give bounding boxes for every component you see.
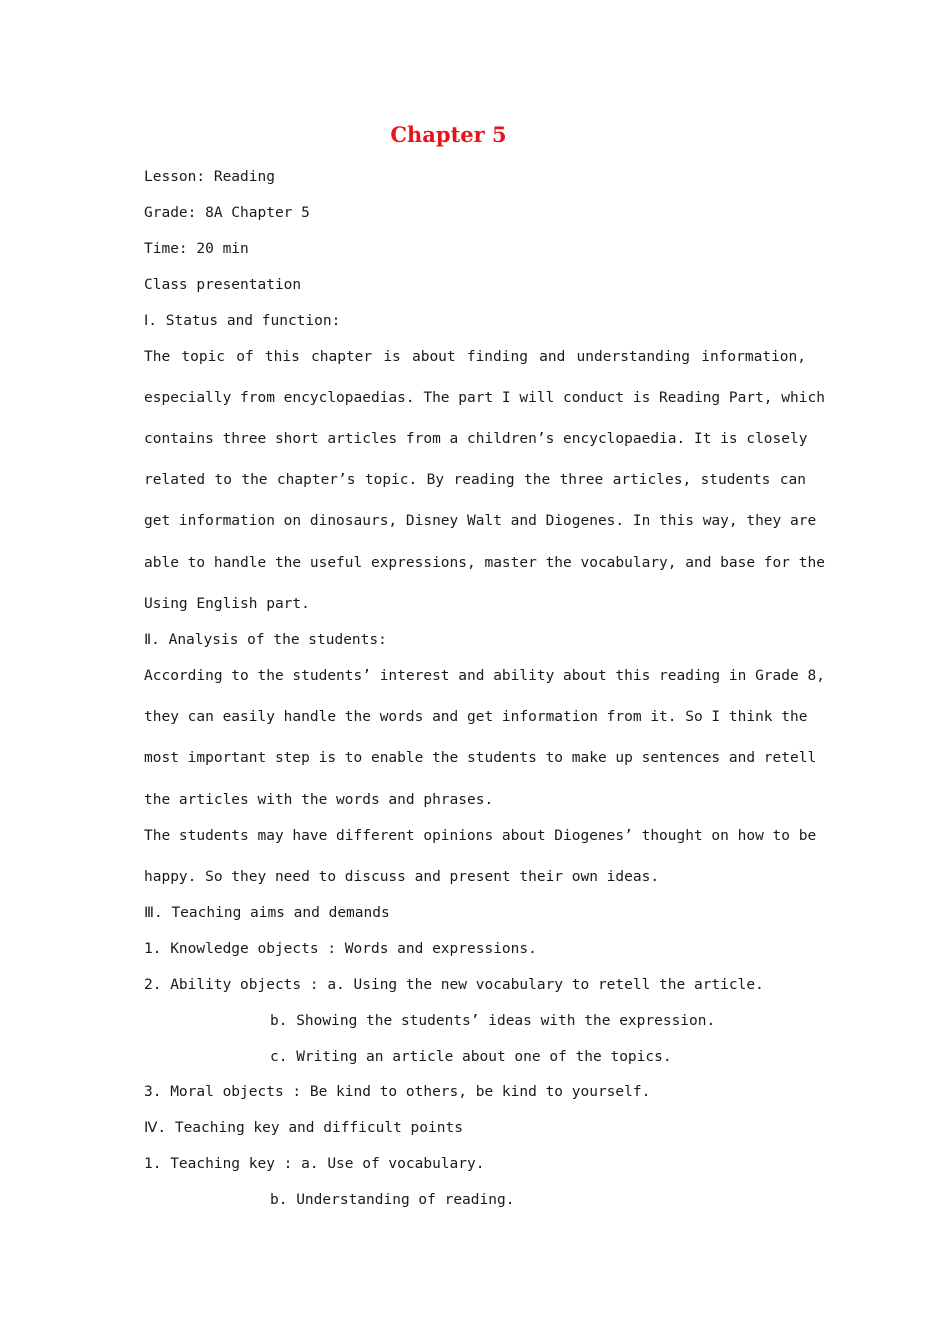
section3-subitem: c. Writing an article about one of the topics. xyxy=(270,1049,672,1065)
section2-paragraph-line: the articles with the words and phrases. xyxy=(144,792,494,808)
time-line: Time: 20 min xyxy=(144,241,249,257)
section1-paragraph-line: get information on dinosaurs, Disney Walt and Diogenes. In this way, they are xyxy=(144,513,817,529)
section2-paragraph-line: they can easily handle the words and get information from it. So I think the xyxy=(144,709,808,725)
section2-paragraph-line: happy. So they need to discuss and present their own ideas. xyxy=(144,869,660,885)
section3-heading: Ⅲ. Teaching aims and demands xyxy=(144,905,390,921)
section3-subitem: b. Showing the students’ ideas with the expression. xyxy=(270,1013,716,1029)
section2-paragraph-line: most important step is to enable the students to make up sentences and retell xyxy=(144,750,817,766)
section2-paragraph-line: According to the students’ interest and ability about this reading in Grade 8, xyxy=(144,668,825,684)
section2-heading: Ⅱ. Analysis of the students: xyxy=(144,632,387,648)
grade-line: Grade: 8A Chapter 5 xyxy=(144,205,310,221)
section1-paragraph-line: especially from encyclopaedias. The part I will conduct is Reading Part, which xyxy=(144,390,825,406)
section1-paragraph-line: contains three short articles from a children’s encyclopaedia. It is closely xyxy=(144,431,808,447)
section4-heading: Ⅳ. Teaching key and difficult points xyxy=(144,1120,463,1136)
section1-paragraph-line: related to the chapter’s topic. By reading the three articles, students can xyxy=(144,472,806,488)
section2-paragraph-line: The students may have different opinions about Diogenes’ thought on how to be xyxy=(144,828,817,844)
section3-item: 2. Ability objects : a. Using the new vocabulary to retell the article. xyxy=(144,977,764,993)
section1-paragraph-line: able to handle the useful expressions, master the vocabulary, and base for the xyxy=(144,555,825,571)
section4-item: 1. Teaching key : a. Use of vocabulary. xyxy=(144,1156,485,1172)
section3-item: 1. Knowledge objects : Words and expressions. xyxy=(144,941,537,957)
section1-heading: Ⅰ. Status and function: xyxy=(144,313,341,329)
section1-paragraph-line: The topic of this chapter is about finding and understanding information, xyxy=(144,349,806,365)
document-title: Chapter 5 xyxy=(390,122,507,147)
section4-subitem: b. Understanding of reading. xyxy=(270,1192,515,1208)
section3-item: 3. Moral objects : Be kind to others, be kind to yourself. xyxy=(144,1084,651,1100)
lesson-line: Lesson: Reading xyxy=(144,169,275,185)
section1-paragraph-line: Using English part. xyxy=(144,596,310,612)
class-presentation-line: Class presentation xyxy=(144,277,302,293)
